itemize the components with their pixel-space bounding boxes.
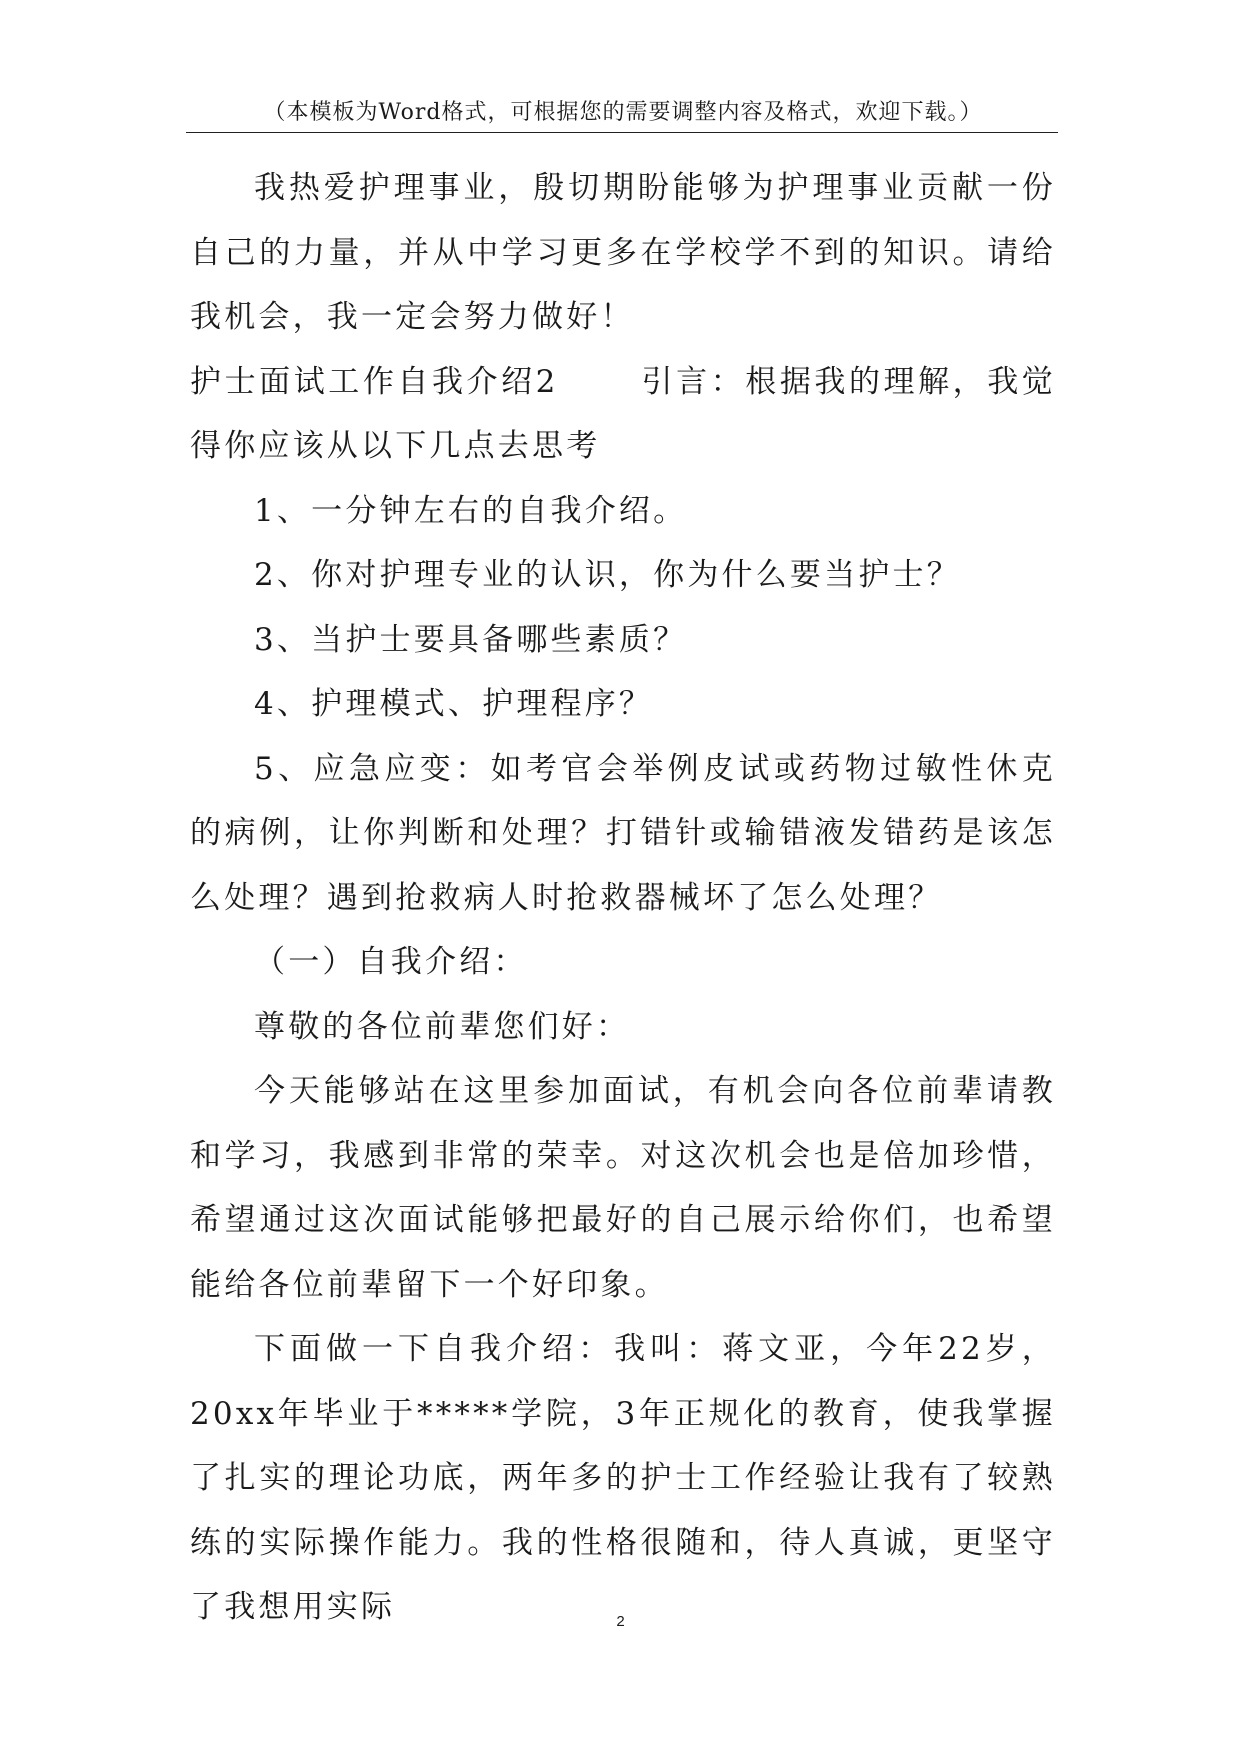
list-item-3: 3、当护士要具备哪些素质？ xyxy=(254,621,688,658)
page-number: 2 xyxy=(616,1613,625,1630)
subheading-self-intro: （一）自我介绍： xyxy=(254,944,528,980)
list-item-4: 4、护理模式、护理程序？ xyxy=(254,686,654,722)
header-note: （本模板为Word格式，可根据您的需要调整内容及格式，欢迎下载。） xyxy=(263,100,983,125)
document-body xyxy=(190,156,1056,1640)
list-item-5: 5、应急应变：如考官会举例皮试或药物过敏性休克的病例，让你判断和处理？打错针或输错液发错药是该怎么处理？遇到抢救病人时抢救器械坏了怎么处理？ xyxy=(190,750,1056,916)
list-item-1: 1、一分钟左右的自我介绍。 xyxy=(254,492,688,529)
paragraph-opening: 今天能够站在这里参加面试，有机会向各位前辈请教和学习，我感到非常的荣幸。对这次机会也是倍加珍惜，希望通过这次面试能够把最好的自己展示给你们，也希望能给各位前辈留下一个好印象。 xyxy=(190,1073,1056,1303)
greeting: 尊敬的各位前辈您们好： xyxy=(254,1008,631,1045)
paragraph-self-intro: 下面做一下自我介绍：我叫：蒋文亚，今年22岁，20xx年毕业于*****学院，3年正规化的教育，使我掌握了扎实的理论功底，两年多的护士工作经验让我有了较熟练的实际操作能力。我的性格很随和，待人真诚，更坚守了我想用实际 xyxy=(190,1331,1056,1625)
section-heading-intro-2: 护士面试工作自我介绍2 引言：根据我的理解，我觉得你应该从以下几点去思考 xyxy=(190,363,1056,464)
list-item-2: 2、你对护理专业的认识，你为什么要当护士？ xyxy=(254,557,961,593)
header-divider xyxy=(186,132,1058,133)
paragraph-dedication: 我热爱护理事业，殷切期盼能够为护理事业贡献一份自己的力量，并从中学习更多在学校学不到的知识。请给我机会，我一定会努力做好！ xyxy=(190,170,1056,335)
